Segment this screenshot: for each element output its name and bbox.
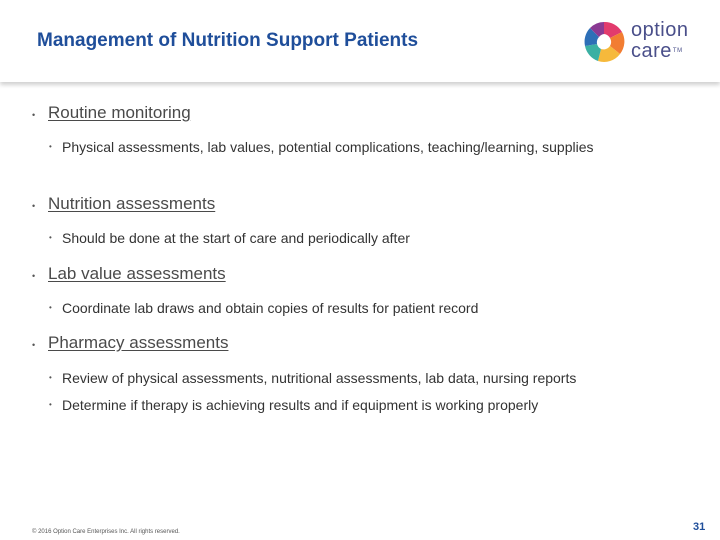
- logo-swirl-icon: [580, 18, 628, 66]
- sub-bullet-routine-monitoring: Physical assessments, lab values, potential complications, teaching/learning, supplies: [62, 139, 594, 155]
- sub-bullet-marker: •: [49, 233, 52, 242]
- logo-trademark: TM: [672, 48, 683, 54]
- logo-text: [631, 20, 689, 62]
- bullet-lab-value-assessments: Lab value assessments: [48, 264, 226, 283]
- logo-text-line2: care™: [631, 40, 683, 62]
- sub-bullet-marker: •: [49, 142, 52, 151]
- sub-bullet-marker: •: [49, 373, 52, 382]
- sub-bullet-pharmacy-therapy: Determine if therapy is achieving results and if equipment is working properly: [62, 397, 539, 413]
- page-number: 31: [693, 521, 706, 533]
- sub-bullet-nutrition-assessments: Should be done at the start of care and periodically after: [62, 230, 410, 246]
- copyright-footer: © 2016 Option Care Enterprises Inc. All rights reserved.: [32, 529, 180, 535]
- bullet-marker: •: [32, 271, 36, 281]
- bullet-routine-monitoring: Routine monitoring: [48, 103, 191, 122]
- bullet-marker: •: [32, 340, 36, 350]
- sub-bullet-pharmacy-review: Review of physical assessments, nutritional assessments, lab data, nursing reports: [62, 370, 577, 386]
- sub-bullet-marker: •: [49, 400, 52, 409]
- sub-bullet-marker: •: [49, 303, 52, 312]
- bullet-pharmacy-assessments: Pharmacy assessments: [48, 333, 229, 352]
- bullet-marker: •: [32, 110, 36, 120]
- logo-text-line1: option: [631, 19, 689, 41]
- sub-bullet-lab-value-assessments: Coordinate lab draws and obtain copies of results for patient record: [62, 300, 479, 316]
- slide-header: [0, 0, 720, 82]
- bullet-nutrition-assessments: Nutrition assessments: [48, 194, 216, 213]
- bullet-marker: •: [32, 201, 36, 211]
- slide-title: Management of Nutrition Support Patients: [37, 30, 419, 51]
- option-care-logo: [580, 18, 690, 68]
